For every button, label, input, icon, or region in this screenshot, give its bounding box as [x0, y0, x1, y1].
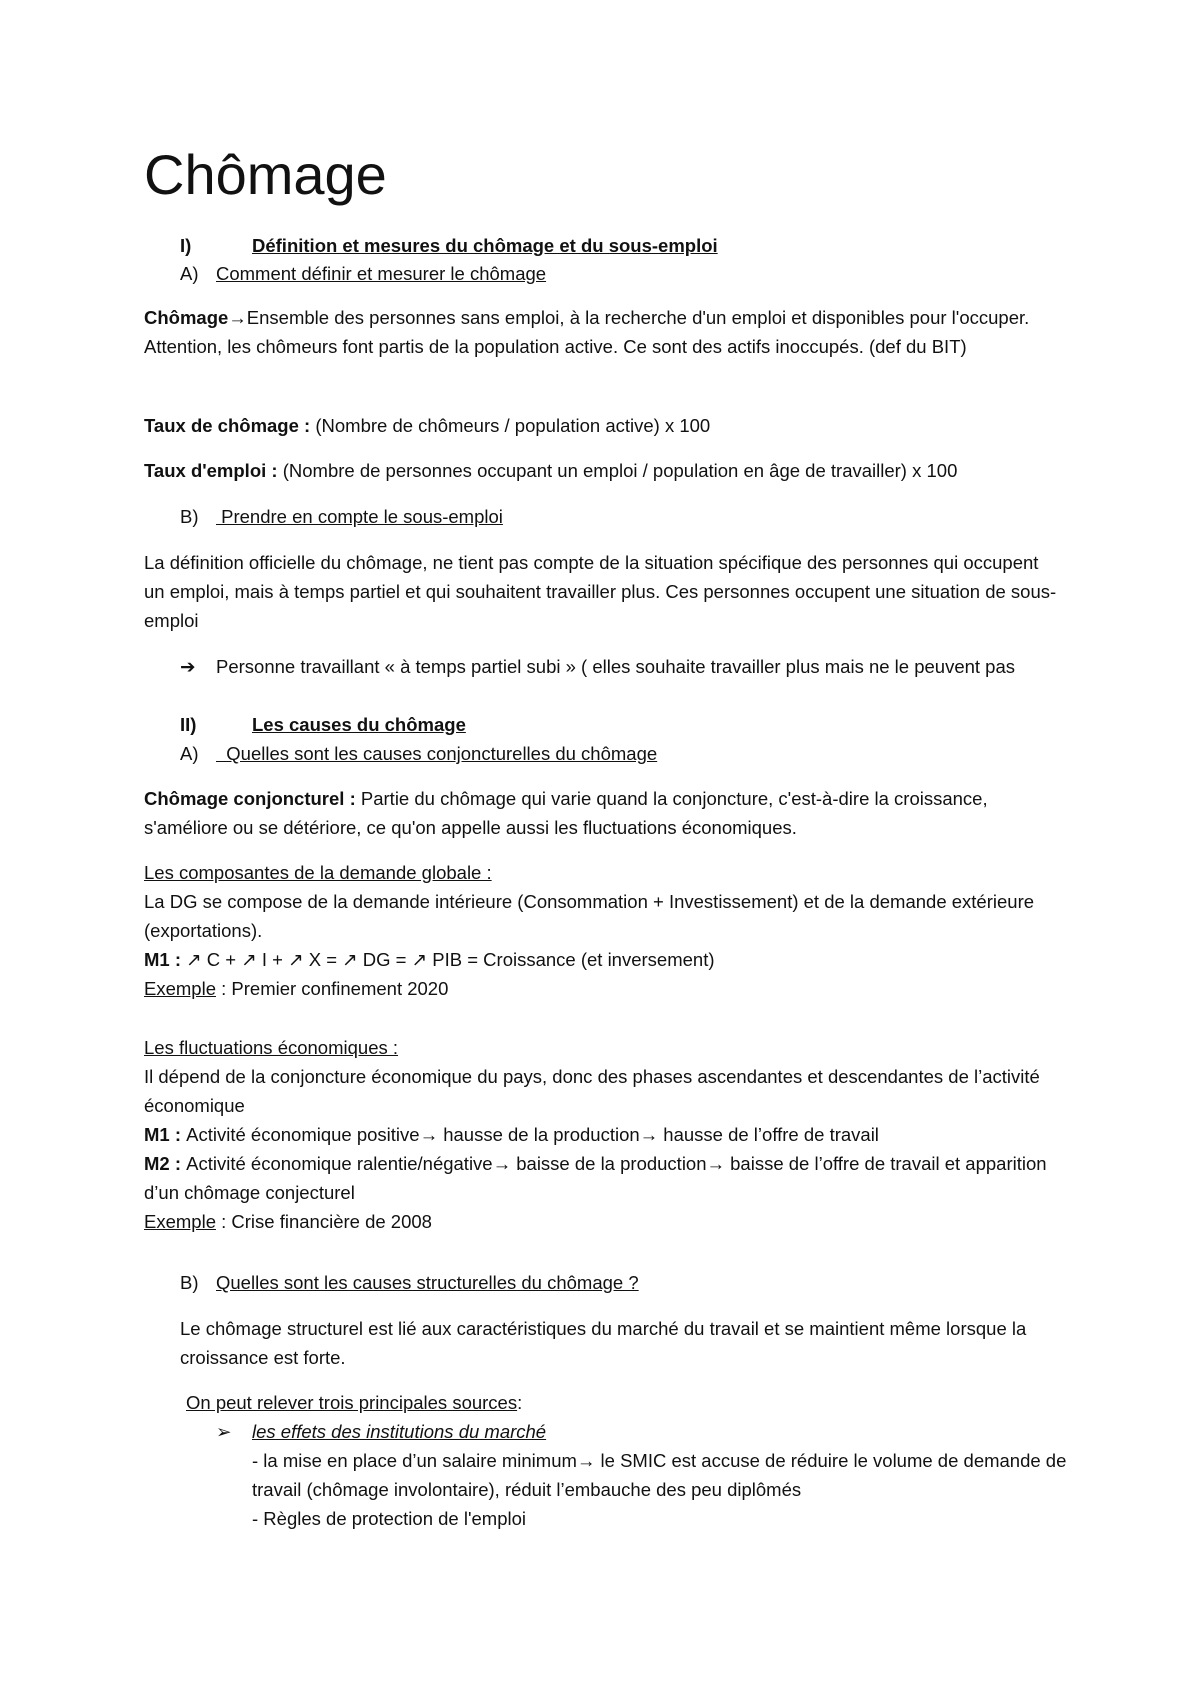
- term: Taux d'emploi :: [144, 460, 283, 481]
- formula-text: (Nombre de chômeurs / population active) x 100: [315, 415, 711, 436]
- section-heading-2: [180, 710, 1100, 739]
- m1-text: Activité économique positive→ hausse de la production→ hausse de l’offre de travail: [186, 1124, 879, 1145]
- bullet-item: [180, 652, 1080, 681]
- section-number: II): [180, 714, 197, 735]
- formula-text: (Nombre de personnes occupant un emploi / population en âge de travailler) x 100: [282, 460, 958, 481]
- m1-label: M1 :: [144, 1124, 187, 1145]
- m1-label: M1 :: [144, 949, 187, 970]
- subsection-title: Quelles sont les causes structurelles du chômage ?: [216, 1272, 639, 1293]
- subsection-heading-1a: [180, 259, 1100, 288]
- composantes-block: [144, 858, 1064, 1003]
- m2-label: M2 :: [144, 1153, 187, 1174]
- m2-text: Activité économique ralentie/négative→ baisse de la production→ baisse de l’offre de travail et apparition d’un chômage conjecturel: [144, 1153, 1047, 1203]
- definition-chomage: [144, 303, 1064, 361]
- sub-bullet-details: [252, 1446, 1072, 1533]
- m1-text: ↗ C + ↗ I + ↗ X = ↗ DG = ↗ PIB = Croissance (et inversement): [186, 949, 715, 970]
- composantes-text: La DG se compose de la demande intérieure (Consommation + Investissement) et de la demande extérieure (exportations).: [144, 891, 1035, 941]
- fluctuations-text: Il dépend de la conjoncture économique du pays, donc des phases ascendantes et descendantes de l’activité économique: [144, 1066, 1040, 1116]
- sources-colon: :: [517, 1392, 523, 1413]
- fluctuations-example: [144, 1207, 1064, 1236]
- sources-heading-text: On peut relever trois principales sources: [186, 1392, 518, 1413]
- subsection-heading-2b: [180, 1268, 1100, 1297]
- fluctuations-block: [144, 1033, 1064, 1236]
- section-title: Définition et mesures du chômage et du sous-emploi: [252, 235, 718, 256]
- sources-heading: [186, 1388, 1106, 1417]
- composantes-example: [144, 974, 1064, 1003]
- section-heading-1: [144, 231, 1064, 260]
- subsection-number: B): [180, 506, 199, 527]
- sub-bullet-label: les effets des institutions du marché: [252, 1421, 547, 1442]
- definition-chomage-conjoncturel: [144, 784, 1064, 842]
- subsection-number: A): [180, 263, 199, 284]
- paragraph-sous-emploi: La définition officielle du chômage, ne tient pas compte de la situation spécifique des personnes qui occupent un emploi, mais à temps partiel et qui souhaitent travailler plus. Ces personnes occupent une situation de sous-emploi: [144, 552, 1057, 631]
- page-title: Chômage: [144, 143, 387, 206]
- composantes-m1: [144, 945, 1064, 974]
- formula-taux-emploi: [144, 456, 1064, 485]
- fluctuations-heading: Les fluctuations économiques :: [144, 1037, 399, 1058]
- fluctuations-m1: [144, 1120, 1064, 1149]
- subsection-title: Comment définir et mesurer le chômage: [216, 263, 547, 284]
- bullet-text: Personne travaillant « à temps partiel subi » ( elles souhaite travailler plus mais ne le peuvent pas: [216, 656, 1016, 677]
- subsection-number: B): [180, 1272, 199, 1293]
- arrowhead-bullet-icon: ➢: [216, 1421, 232, 1442]
- subsection-heading-1b: [180, 502, 1100, 531]
- composantes-heading: Les composantes de la demande globale :: [144, 862, 492, 883]
- definition-text: Partie du chômage qui varie quand la conjoncture, c'est-à-dire la croissance, s'améliore ou se détériore, ce qu'on appelle aussi les fluctuations économiques.: [144, 788, 988, 838]
- detail-line: - la mise en place d’un salaire minimum→ le SMIC est accuse de réduire le volume de demande de travail (chômage involontaire), réduit l’embauche des peu diplômés: [252, 1450, 1067, 1500]
- example-text: : Premier confinement 2020: [215, 978, 449, 999]
- subsection-title: Prendre en compte le sous-emploi: [216, 506, 503, 527]
- section-title: Les causes du chômage: [252, 714, 466, 735]
- definition-text: Ensemble des personnes sans emploi, à la recherche d'un emploi et disponibles pour l'occuper. Attention, les chômeurs font partis de la population active. Ce sont des actifs inoccupés. (def du BIT): [144, 307, 1030, 357]
- term: Chômage conjoncturel :: [144, 788, 361, 809]
- example-text: : Crise financière de 2008: [215, 1211, 432, 1232]
- formula-taux-chomage: [144, 411, 1064, 440]
- detail-line: - Règles de protection de l'emploi: [252, 1508, 526, 1529]
- subsection-number: A): [180, 743, 199, 764]
- example-label: Exemple: [144, 978, 216, 999]
- paragraph-structurel: Le chômage structurel est lié aux caractéristiques du marché du travail et se maintient même lorsque la croissance est forte.: [180, 1318, 1027, 1368]
- fluctuations-m2: [144, 1149, 1064, 1207]
- arrow-bullet-icon: ➔: [180, 656, 196, 677]
- term: Taux de chômage :: [144, 415, 316, 436]
- section-number: I): [180, 235, 192, 256]
- example-label: Exemple: [144, 1211, 216, 1232]
- term: Chômage: [144, 307, 229, 328]
- subsection-title: Quelles sont les causes conjoncturelles du chômage: [216, 743, 658, 764]
- subsection-heading-2a: [180, 739, 1100, 768]
- arrow-icon: →: [228, 307, 247, 328]
- sub-bullet-item: [216, 1417, 1136, 1446]
